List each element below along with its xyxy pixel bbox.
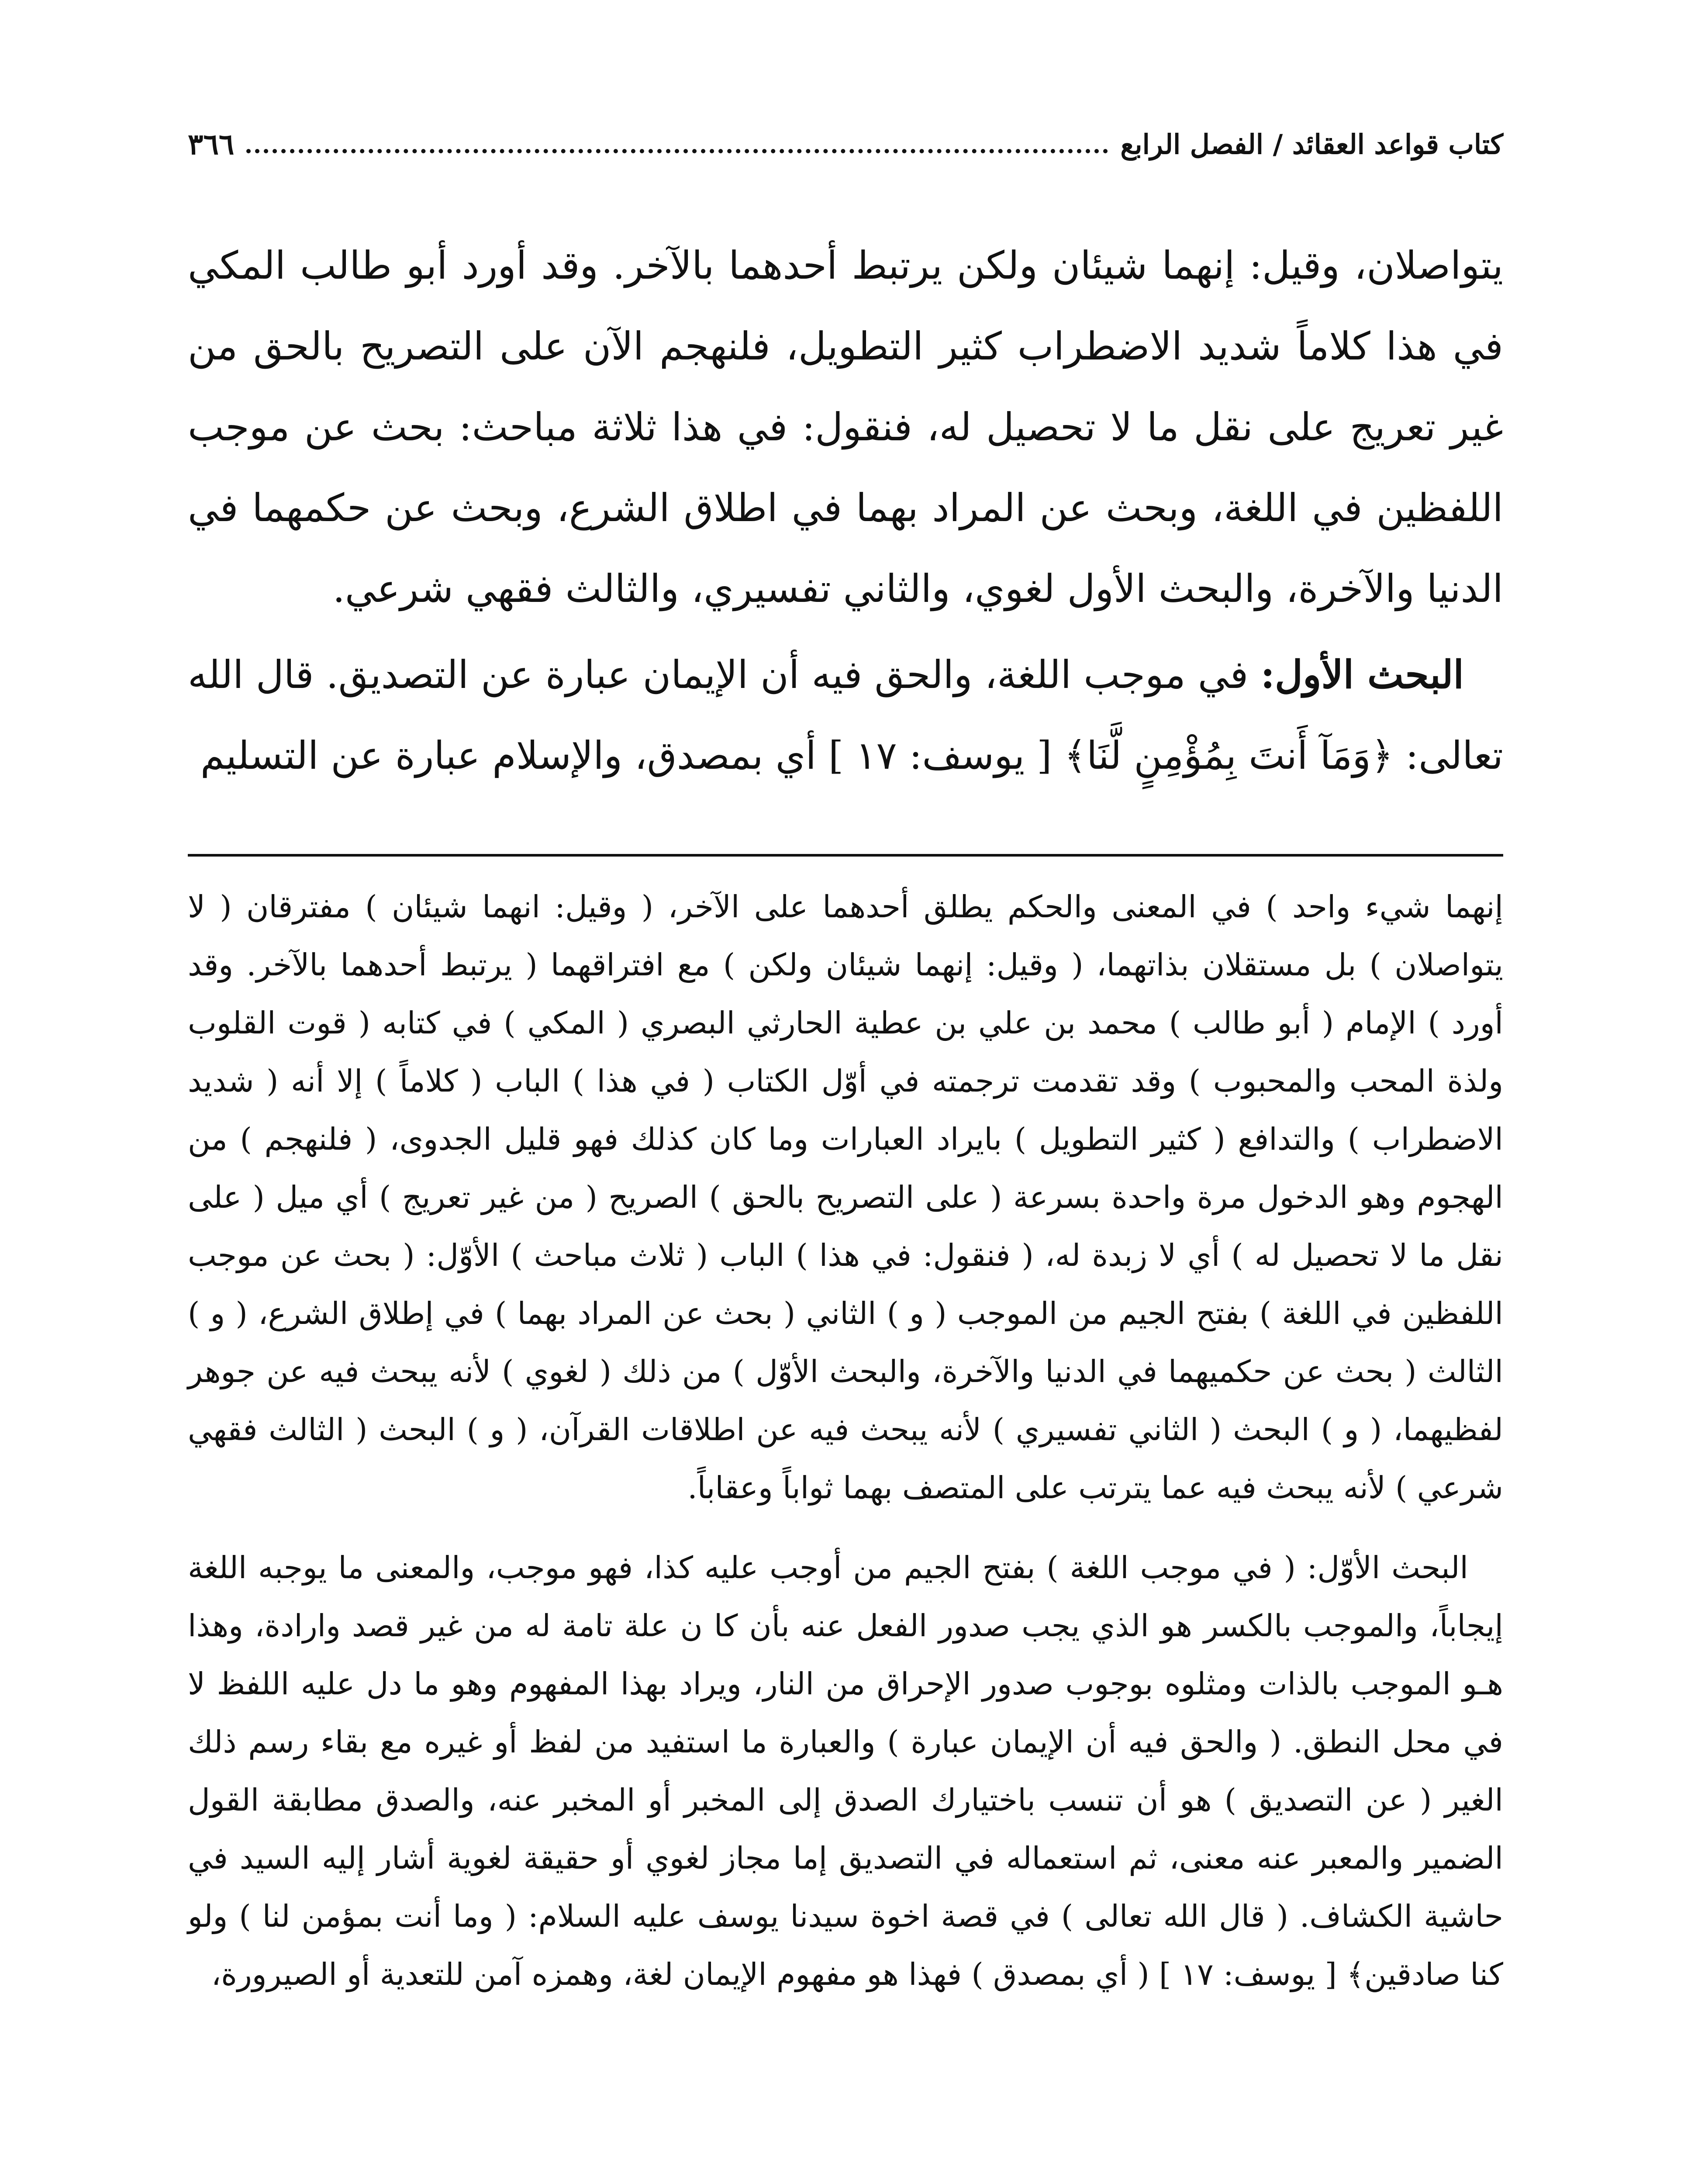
page-number: ٣٦٦: [188, 127, 235, 161]
page-header: [188, 118, 1503, 170]
leader-dots: [246, 149, 1108, 153]
main-text: [188, 225, 1503, 796]
commentary-text: [188, 878, 1503, 2004]
commentary-paragraph: البحث الأوّل: ( في موجب اللغة ) بفتح الجيم من أوجب عليه كذا، فهو موجب، والمعنى ما يوجبه اللغة إيجاباً، والموجب بالكسر هو الذي يجب صدور الفعل عنه بأن كا ن علة تامة له من غير قصد وارادة، وهذا هـو الموجب بالذات ومثلوه بوجوب صدور الإحراق من النار، ويراد بهذا المفهوم وهو ما دل عليه اللفظ لا في محل النطق. ( والحق فيه أن الإيمان عبارة ) والعبارة ما استفيد من لفظ أو غيره مع بقاء رسم ذلك الغير ( عن التصديق ) هو أن تنسب باختيارك الصدق إلى المخبر أو المخبر عنه، والصدق مطابقة القول الضمير والمعبر عنه معنى، ثم استعماله في التصديق إما مجاز لغوي أو حقيقة لغوية أشار إليه السيد في حاشية الكشاف. ( قال الله تعالى ) في قصة اخوة سيدنا يوسف عليه السلام: ( وما أنت بمؤمن لنا ) ولو كنا صادقين﴾ [ يوسف: ١٧ ] ( أي بمصدق ) فهذا هو مفهوم الإيمان لغة، وهمزه آمن للتعدية أو الصيرورة،: [188, 1550, 1503, 1992]
running-title: كتاب قواعد العقائد / الفصل الرابع: [1120, 128, 1503, 160]
commentary-paragraph: إنهما شيء واحد ) في المعنى والحكم يطلق أحدهما على الآخر، ( وقيل: انهما شيئان ) مفترقان ( لا يتواصلان ) بل مستقلان بذاتهما، ( وقيل: إنهما شيئان ولكن ) مع افتراقهما ( يرتبط أحدهما بالآخر. وقد أورد ) الإمام ( أبو طالب ) محمد بن علي بن عطية الحارثي البصري ( المكي ) في كتابه ( قوت القلوب ولذة المحب والمحبوب ) وقد تقدمت ترجمته في أوّل الكتاب ( في هذا ) الباب ( كلاماً ) إلا أنه ( شديد الاضطراب ) والتدافع ( كثير التطويل ) بايراد العبارات وما كان كذلك فهو قليل الجدوى، ( فلنهجم ) من الهجوم وهو الدخول مرة واحدة بسرعة ( على التصريح بالحق ) الصريح ( من غير تعريج ) أي ميل ( على نقل ما لا تحصيل له ) أي لا زبدة له، ( فنقول: في هذا ) الباب ( ثلاث مباحث ) الأوّل: ( بحث عن موجب اللفظين في اللغة ) بفتح الجيم من الموجب ( و ) الثاني ( بحث عن المراد بهما ) في إطلاق الشرع، ( و ) الثالث ( بحث عن حكميهما في الدنيا والآخرة، والبحث الأوّل ) من ذلك ( لغوي ) لأنه يبحث فيه عن جوهر لفظيهما، ( و ) البحث ( الثاني تفسيري ) لأنه يبحث فيه عن اطلاقات القرآن، ( و ) البحث ( الثالث فقهي شرعي ) لأنه يبحث فيه عما يترتب على المتصف بهما ثواباً وعقاباً.: [188, 889, 1504, 1506]
section-text: في موجب اللغة، والحق فيه أن الإيمان عبارة عن التصديق. قال الله تعالى: ﴿وَمَآ أَنتَ بِمُؤْمِنٍ لَّنَا﴾ [ يوسف: ١٧ ] أي بمصدق، والإسلام عبارة عن التسليم: [188, 652, 1503, 778]
section-heading: البحث الأول:: [1260, 652, 1464, 697]
footnote-divider: [188, 854, 1503, 857]
main-paragraph: يتواصلان، وقيل: إنهما شيئان ولكن يرتبط أحدهما بالآخر. وقد أورد أبو طالب المكي في هذا كلاماً شديد الاضطراب كثير التطويل، فلنهجم الآن على التصريح بالحق من غير تعريج على نقل ما لا تحصيل له، فنقول: في هذا ثلاثة مباحث: بحث عن موجب اللفظين في اللغة، وبحث عن المراد بهما في اطلاق الشرع، وبحث عن حكمهما في الدنيا والآخرة، والبحث الأول لغوي، والثاني تفسيري، والثالث فقهي شرعي.: [188, 243, 1503, 611]
main-paragraph: [188, 634, 1503, 796]
